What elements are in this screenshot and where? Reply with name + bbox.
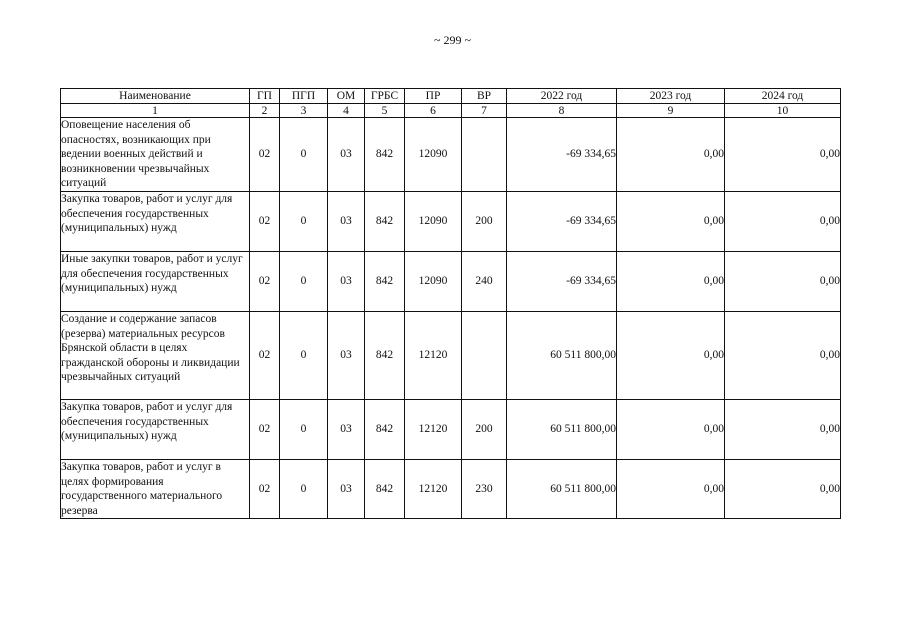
row-vr: 200 [462, 400, 507, 460]
row-2023: 0,00 [617, 312, 725, 400]
row-pr: 12120 [405, 400, 462, 460]
row-vr [462, 312, 507, 400]
row-vr: 230 [462, 460, 507, 519]
header-cell-2023: 2023 год [617, 89, 725, 104]
row-pgp: 0 [280, 400, 328, 460]
row-2022: -69 334,65 [507, 192, 617, 252]
row-pgp: 0 [280, 118, 328, 192]
row-vr [462, 118, 507, 192]
header-cell-grbs: ГРБС [365, 89, 405, 104]
row-2024: 0,00 [725, 400, 841, 460]
header-cell-vr: ВР [462, 89, 507, 104]
row-gp: 02 [250, 312, 280, 400]
row-vr: 240 [462, 252, 507, 312]
row-2023: 0,00 [617, 192, 725, 252]
row-gp: 02 [250, 118, 280, 192]
row-2023: 0,00 [617, 400, 725, 460]
row-2023: 0,00 [617, 252, 725, 312]
row-2024: 0,00 [725, 118, 841, 192]
row-gp: 02 [250, 400, 280, 460]
row-2023: 0,00 [617, 460, 725, 519]
row-grbs: 842 [365, 460, 405, 519]
header-cell-name: Наименование [61, 89, 250, 104]
table-row [61, 312, 841, 400]
row-pr: 12120 [405, 460, 462, 519]
row-om: 03 [328, 118, 365, 192]
column-number: 10 [725, 104, 841, 118]
row-gp: 02 [250, 252, 280, 312]
row-name: Оповещение населения об опасностях, возникающих при ведении военных действий и возникновении чрезвычайных ситуаций [61, 118, 250, 192]
header-row [61, 89, 841, 104]
header-cell-2022: 2022 год [507, 89, 617, 104]
row-pr: 12090 [405, 192, 462, 252]
row-gp: 02 [250, 460, 280, 519]
row-om: 03 [328, 252, 365, 312]
budget-table [60, 88, 841, 519]
row-2022: 60 511 800,00 [507, 400, 617, 460]
header-cell-pgp: ПГП [280, 89, 328, 104]
row-2024: 0,00 [725, 312, 841, 400]
column-number: 6 [405, 104, 462, 118]
row-gp: 02 [250, 192, 280, 252]
row-pgp: 0 [280, 460, 328, 519]
row-pgp: 0 [280, 312, 328, 400]
row-name: Закупка товаров, работ и услуг для обеспечения государственных (муниципальных) нужд [61, 192, 250, 252]
row-name: Закупка товаров, работ и услуг в целях формирования государственного материального резерва [61, 460, 250, 519]
row-grbs: 842 [365, 400, 405, 460]
row-2024: 0,00 [725, 460, 841, 519]
row-pr: 12090 [405, 252, 462, 312]
row-2023: 0,00 [617, 118, 725, 192]
row-grbs: 842 [365, 192, 405, 252]
row-grbs: 842 [365, 252, 405, 312]
column-number-row [61, 104, 841, 118]
column-number: 8 [507, 104, 617, 118]
table-row [61, 118, 841, 192]
row-name: Иные закупки товаров, работ и услуг для обеспечения государственных (муниципальных) нужд [61, 252, 250, 312]
row-2022: -69 334,65 [507, 252, 617, 312]
row-grbs: 842 [365, 312, 405, 400]
row-om: 03 [328, 192, 365, 252]
row-name: Закупка товаров, работ и услуг для обеспечения государственных (муниципальных) нужд [61, 400, 250, 460]
header-cell-2024: 2024 год [725, 89, 841, 104]
row-2022: -69 334,65 [507, 118, 617, 192]
row-vr: 200 [462, 192, 507, 252]
header-cell-gp: ГП [250, 89, 280, 104]
row-grbs: 842 [365, 118, 405, 192]
page-number: ~ 299 ~ [434, 33, 471, 47]
header-cell-pr: ПР [405, 89, 462, 104]
column-number: 1 [61, 104, 250, 118]
row-2022: 60 511 800,00 [507, 312, 617, 400]
column-number: 9 [617, 104, 725, 118]
table-row [61, 252, 841, 312]
column-number: 2 [250, 104, 280, 118]
row-pgp: 0 [280, 252, 328, 312]
row-pr: 12120 [405, 312, 462, 400]
table-row [61, 400, 841, 460]
row-pr: 12090 [405, 118, 462, 192]
table-row [61, 460, 841, 519]
column-number: 7 [462, 104, 507, 118]
row-2024: 0,00 [725, 192, 841, 252]
header-cell-om: ОМ [328, 89, 365, 104]
column-number: 4 [328, 104, 365, 118]
row-pgp: 0 [280, 192, 328, 252]
row-om: 03 [328, 312, 365, 400]
row-om: 03 [328, 460, 365, 519]
row-2022: 60 511 800,00 [507, 460, 617, 519]
table-row [61, 192, 841, 252]
row-name: Создание и содержание запасов (резерва) материальных ресурсов Брянской области в целях гражданской обороны и ликвидации чрезвычайных ситуаций [61, 312, 250, 400]
row-om: 03 [328, 400, 365, 460]
column-number: 3 [280, 104, 328, 118]
row-2024: 0,00 [725, 252, 841, 312]
column-number: 5 [365, 104, 405, 118]
